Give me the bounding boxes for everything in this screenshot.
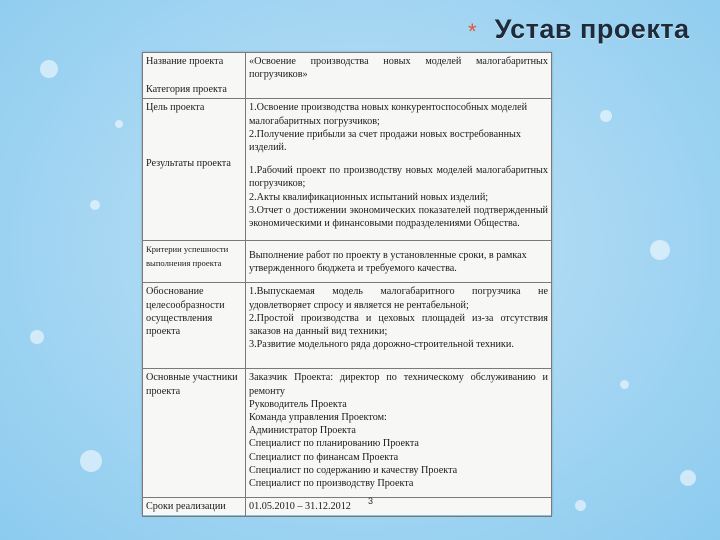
- table-row: [143, 99, 552, 241]
- participants-label: Основные участники проекта: [143, 369, 246, 498]
- slide-title: Устав проекта: [494, 14, 690, 44]
- value-cell: [246, 283, 552, 369]
- participant-item: Команда управления Проектом:: [249, 412, 387, 424]
- value-cell: [246, 53, 552, 99]
- project-goal-label: Цель проекта: [146, 102, 205, 114]
- table-row: [143, 241, 552, 283]
- deadline-label: Сроки реализации: [143, 498, 246, 516]
- success-criteria-value: Выполнение работ по проекту в установленные сроки, в рамках утвержденного бюджета и требуемого качества.: [249, 249, 527, 274]
- result-item: 2.Акты квалификационных испытаний новых изделий;: [249, 191, 489, 203]
- value-cell: [246, 369, 552, 498]
- project-category-label: Категория проекта: [146, 84, 227, 96]
- table-row: [143, 369, 552, 498]
- label-cell: [143, 99, 246, 241]
- participant-item: Заказчик Проекта: директор по техническому обслуживанию и ремонту: [249, 372, 548, 397]
- justification-item: 3.Развитие модельного ряда дорожно-строительной техники.: [249, 339, 514, 351]
- goal-item: 1.Освоение производства новых конкурентоспособных моделей малогабаритных погрузчиков;: [249, 102, 528, 127]
- justification-label: Обоснование целесообразности осуществления проекта: [143, 283, 246, 369]
- table-row: [143, 498, 552, 516]
- participant-item: Специалист по финансам Проекта: [249, 451, 399, 463]
- result-item: 1.Рабочий проект по производству новых моделей малогабаритных погрузчиков;: [249, 165, 548, 190]
- justification-item: 1.Выпускаемая модель малогабаритного погрузчика не удовлетворяет спросу и является не рентабельной;: [249, 286, 548, 311]
- justification-item: 2.Простой производства и цеховых площадей из-за отсутствия заказов на данный вид техники;: [249, 312, 548, 338]
- page-number: 3: [368, 496, 374, 506]
- goal-item: 2.Получение прибыли за счет продажи новых востребованных изделий.: [249, 128, 521, 154]
- participant-item: Специалист по содержанию и качеству Проекта: [249, 464, 458, 476]
- project-name-value: «Освоение производства новых моделей малогабаритных погрузчиков»: [249, 56, 548, 81]
- slide-header: [468, 14, 690, 45]
- value-cell: [246, 241, 552, 283]
- participant-item: Руководитель Проекта: [249, 398, 347, 410]
- table-row: [143, 53, 552, 99]
- charter-table: [142, 52, 552, 517]
- participant-item: Администратор Проекта: [249, 425, 356, 437]
- deadline-value: 01.05.2010 – 31.12.2012: [246, 498, 552, 516]
- participant-item: Специалист по производству Проекта: [249, 478, 414, 490]
- label-cell: [143, 53, 246, 99]
- success-criteria-label: Критерии успешности выполнения проекта: [143, 241, 246, 283]
- result-item: 3.Отчет о достижении экономических показателей подтвержденный экономическими и финансовыми подразделениями Общества.: [249, 204, 548, 230]
- participant-item: Специалист по планированию Проекта: [249, 438, 419, 450]
- title-bullet: *: [468, 18, 477, 44]
- project-name-label: Название проекта: [146, 56, 224, 67]
- table-row: [143, 283, 552, 369]
- project-charter-document: [142, 52, 552, 515]
- value-cell: [246, 99, 552, 241]
- project-results-label: Результаты проекта: [146, 157, 231, 169]
